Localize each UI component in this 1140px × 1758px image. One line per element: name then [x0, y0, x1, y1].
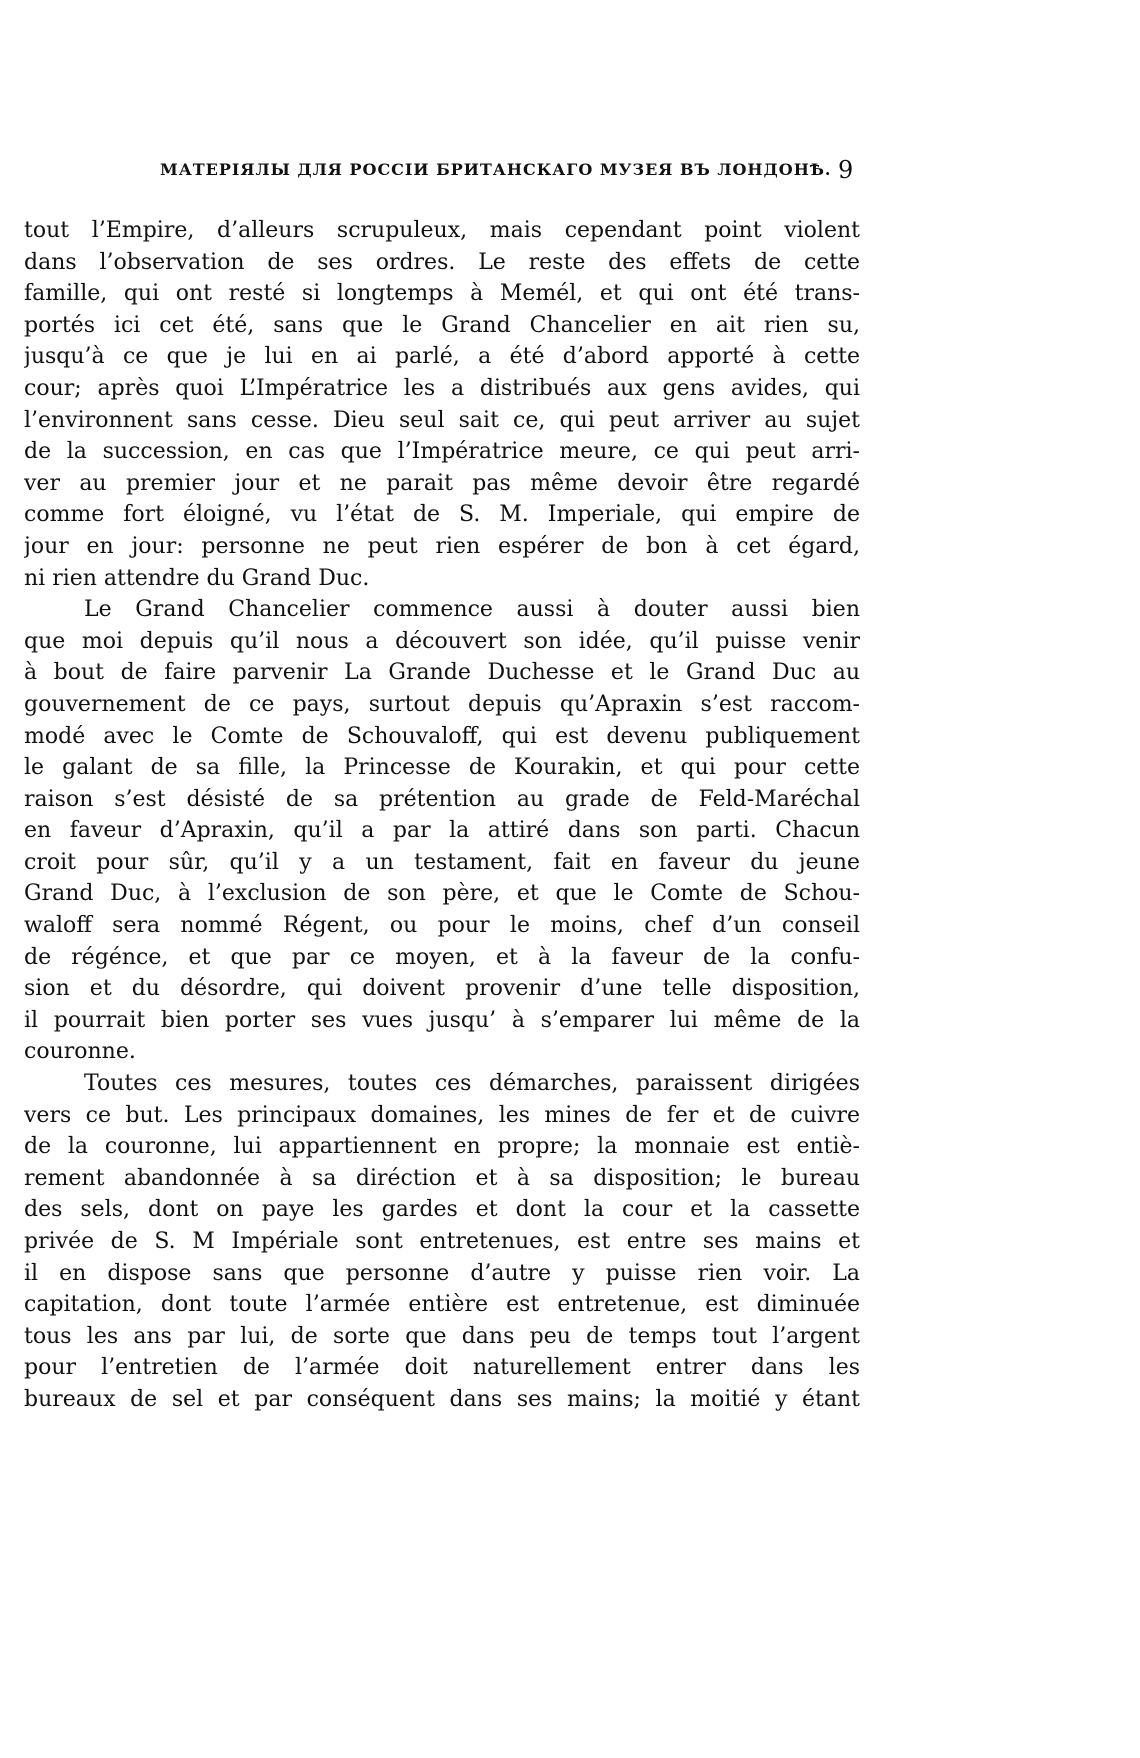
page-number: 9	[838, 156, 854, 184]
text-line: vers ce but. Les principaux domaines, les mines de fer et de cuivre	[24, 1102, 860, 1128]
text-line: il pourrait bien porter ses vues jusqu’ à s’emparer lui même de la	[24, 1007, 860, 1033]
text-line: des sels, dont on paye les gardes et dont la cour et la cassette	[24, 1197, 860, 1223]
text-line: cour; après quoi L’Impératrice les a distribués aux gens avides, qui	[24, 375, 860, 401]
text-line: waloff sera nommé Régent, ou pour le moins, chef d’un conseil	[24, 913, 860, 939]
text-line: privée de S. M Impériale sont entretenues, est entre ses mains et	[24, 1229, 860, 1254]
text-line: Toutes ces mesures, toutes ces démarches, paraissent dirigées	[84, 1071, 860, 1097]
text-line: ni rien attendre du Grand Duc.	[24, 565, 370, 591]
text-line: Le Grand Chancelier commence aussi à douter aussi bien	[84, 597, 860, 623]
text-line: portés ici cet été, sans que le Grand Chancelier en ait rien su,	[24, 312, 860, 338]
text-line: Grand Duc, à l’exclusion de son père, et que le Comte de Schou-	[24, 881, 860, 907]
text-line: tout l’Empire, d’alleurs scrupuleux, mais cependant point violent	[24, 218, 860, 243]
text-line: jour en jour: personne ne peut rien espérer de bon à cet égard,	[24, 533, 860, 559]
text-line: raison s’est désisté de sa prétention au grade de Feld-Maréchal	[24, 786, 860, 812]
text-line: sion et du désordre, qui doivent provenir d’une telle disposition,	[24, 976, 860, 1002]
text-line: de la succession, en cas que l’Impératrice meure, ce qui peut arri-	[24, 439, 860, 465]
text-line: modé avec le Comte de Schouvaloff, qui est devenu publiquement	[24, 723, 860, 749]
text-line: que moi depuis qu’il nous a découvert son idée, qu’il puisse venir	[24, 628, 860, 654]
text-line: de régénce, et que par ce moyen, et à la faveur de la confu-	[24, 944, 860, 970]
text-line: ver au premier jour et ne parait pas même devoir être regardé	[24, 470, 860, 496]
text-line: couronne.	[24, 1039, 136, 1065]
text-line: jusqu’à ce que je lui en ai parlé, a été d’abord apporté à cette	[24, 344, 860, 370]
text-line: comme fort éloigné, vu l’état de S. M. Imperiale, qui empire de	[24, 502, 860, 528]
text-line: il en dispose sans que personne d’autre y puisse rien voir. La	[24, 1260, 860, 1286]
running-title: МАТЕРІЯЛЫ ДЛЯ РОССІИ БРИТАНСКАГО МУЗЕЯ ВЪ ЛОНДОНѢ.	[160, 160, 832, 179]
text-line: famille, qui ont resté si longtemps à Memél, et qui ont été trans-	[24, 281, 860, 307]
text-line: croit pour sûr, qu’il y a un testament, fait en faveur du jeune	[24, 849, 860, 875]
text-line: de la couronne, lui appartiennent en propre; la monnaie est entiè-	[24, 1134, 860, 1160]
text-line: capitation, dont toute l’armée entière est entretenue, est diminuée	[24, 1292, 860, 1318]
text-line: pour l’entretien de l’armée doit naturellement entrer dans les	[24, 1355, 860, 1381]
text-line: gouvernement de ce pays, surtout depuis qu’Apraxin s’est raccom-	[24, 691, 860, 717]
text-line: en faveur d’Apraxin, qu’il a par la attiré dans son parti. Chacun	[24, 818, 860, 844]
body-text	[24, 215, 860, 1416]
text-line: le galant de sa fille, la Princesse de Kourakin, et qui pour cette	[24, 755, 860, 781]
text-line: l’environnent sans cesse. Dieu seul sait ce, qui peut arriver au sujet	[24, 407, 860, 433]
text-line: bureaux de sel et par conséquent dans ses mains; la moitié y étant	[24, 1386, 860, 1412]
text-line: rement abandonnée à sa diréction et à sa disposition; le bureau	[24, 1165, 860, 1191]
text-line: dans l’observation de ses ordres. Le reste des effets de cette	[24, 249, 860, 275]
text-line: tous les ans par lui, de sorte que dans peu de temps tout l’argent	[24, 1323, 860, 1349]
text-line: à bout de faire parvenir La Grande Duchesse et le Grand Duc au	[24, 660, 860, 686]
